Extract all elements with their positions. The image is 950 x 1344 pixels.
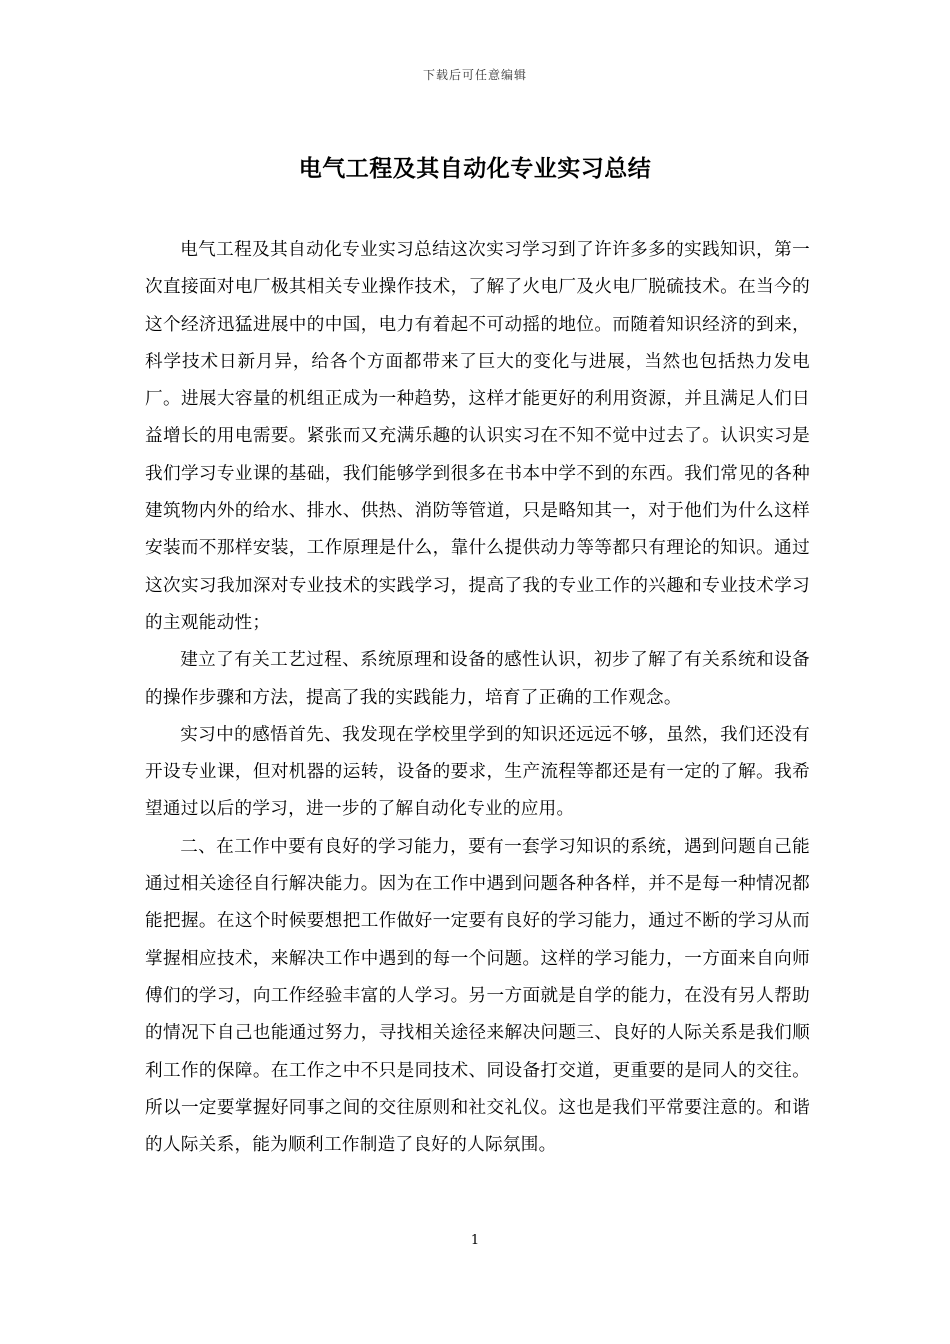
page-header-note: 下载后可任意编辑 <box>422 68 527 82</box>
body-paragraph-1: 电气工程及其自动化专业实习总结这次实习学习到了许许多多的实践知识，第一次直接面对电厂极其相关专业操作技术，了解了火电厂及火电厂脱硫技术。在当今的这个经济迅猛进展中的中国，电力有着起不可动摇的地位。而随着知识经济的到来，科学技术日新月异，给各个方面都带来了巨大的变化与进展，当然也包括热力发电厂。进展大容量的机组正成为一种趋势，这样才能更好的利用资源，并且满足人们日益增长的用电需要。紧张而又充满乐趣的认识实习在不知不觉中过去了。认识实习是我们学习专业课的基础，我们能够学到很多在书本中学不到的东西。我们常见的各种建筑物内外的给水、排水、供热、消防等管道，只是略知其一，对于他们为什么这样安装而不那样安装，工作原理是什么，靠什么提供动力等等都只有理论的知识。通过这次实习我加深对专业技术的实践学习，提高了我的专业工作的兴趣和专业技术学习的主观能动性； <box>145 240 810 633</box>
document-body <box>145 232 810 1164</box>
page-number: 1 <box>470 1233 480 1248</box>
body-paragraph-2: 建立了有关工艺过程、系统原理和设备的感性认识，初步了解了有关系统和设备的操作步骤和方法，提高了我的实践能力，培育了正确的工作观念。 <box>145 650 810 708</box>
document-title: 电气工程及其自动化专业实习总结 <box>298 156 652 182</box>
body-paragraph-4: 二、在工作中要有良好的学习能力，要有一套学习知识的系统，遇到问题自己能通过相关途径自行解决能力。因为在工作中遇到问题各种各样，并不是每一种情况都能把握。在这个时候要想把工作做好一定要有良好的学习能力，通过不断的学习从而掌握相应技术，来解决工作中遇到的每一个问题。这样的学习能力，一方面来自向师傅们的学习，向工作经验丰富的人学习。另一方面就是自学的能力，在没有另人帮助的情况下自己也能通过努力，寻找相关途径来解决问题三、良好的人际关系是我们顺利工作的保障。在工作之中不只是同技术、同设备打交道，更重要的是同人的交往。所以一定要掌握好同事之间的交往原则和社交礼仪。这也是我们平常要注意的。和谐的人际关系，能为顺利工作制造了良好的人际氛围。 <box>145 836 810 1156</box>
body-paragraph-3: 实习中的感悟首先、我发现在学校里学到的知识还远远不够，虽然，我们还没有开设专业课，但对机器的运转，设备的要求，生产流程等都还是有一定的了解。我希望通过以后的学习，进一步的了解自动化专业的应用。 <box>145 724 810 820</box>
